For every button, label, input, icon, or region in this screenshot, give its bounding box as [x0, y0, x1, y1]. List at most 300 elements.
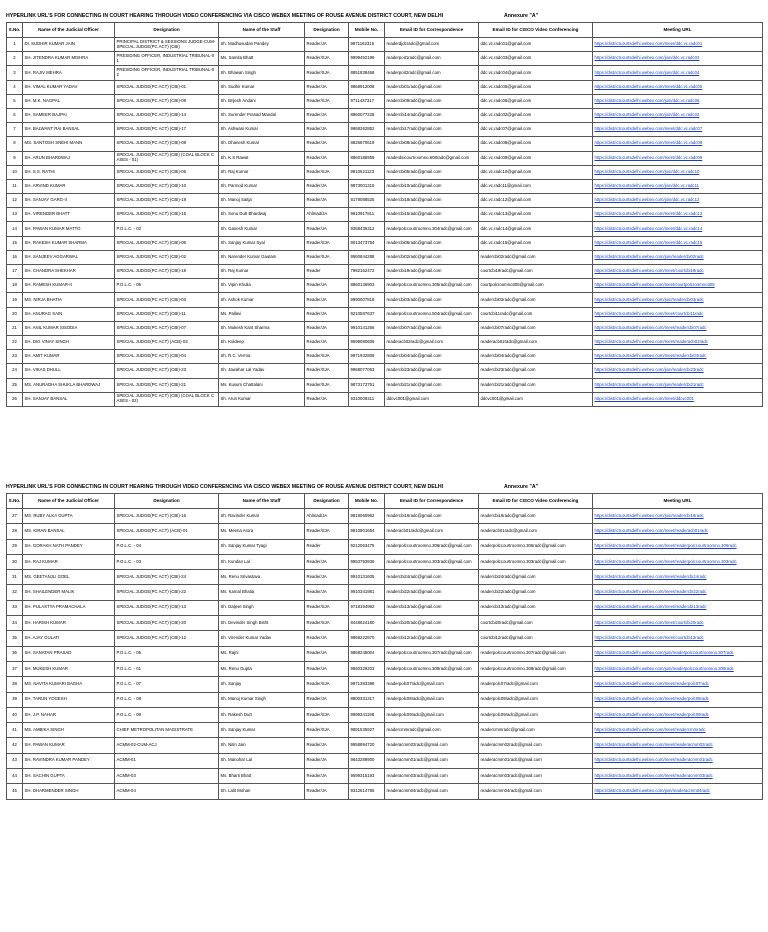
vc-email-cell: readercbi03radc@gmail.com — [479, 293, 593, 307]
column-header-mobile-number: Mobile No. — [349, 23, 385, 38]
sheet-title: HYPERLINK URL'S FOR CONNECTING IN COURT HEARING THROUGH VIDEO CONFERENCING VIA CISCO WEBEX MEETING OF ROUSE AVENUE DISTRICT COURT, NEW DELHI — [6, 484, 444, 490]
vc-email-cell: ddc.vc.radc08@gmail.com — [479, 137, 593, 151]
mobile-number-cell: 9599315193 — [349, 769, 385, 784]
staff-designation-cell: Reader/SJA — [305, 364, 349, 378]
table-row — [7, 52, 763, 66]
staff-name-cell: Sh. Ravinder Kumar — [219, 509, 305, 524]
vc-email-cell: readeracb02radc@gmail.com — [479, 335, 593, 349]
mobile-number-cell: 9310009311 — [349, 392, 385, 406]
meeting-url-link[interactable]: https://districtcourtsdelhi.webex.com/meet/ddc.vc.radc07 — [593, 123, 763, 137]
staff-designation-cell: Reader/SJA — [305, 378, 349, 392]
staff-name-cell: Sh. R.C. Verma — [219, 350, 305, 364]
table-row — [7, 137, 763, 151]
serial-number-cell: 10 — [7, 165, 23, 179]
officer-designation-cell: SPECIAL JUDGE(PC ACT) (CBI)-21 — [115, 378, 219, 392]
mobile-number-cell: 9910131605 — [349, 570, 385, 585]
correspondence-email-cell: readercbi15radc@gmail.com — [385, 208, 479, 222]
mobile-number-cell: 8826870619 — [349, 137, 385, 151]
judicial-officer-name-cell: SH. PAWAN KUMAR MATTO — [23, 222, 115, 236]
officer-designation-cell: SPECIAL JUDGE(PC ACT) (CBI)-15 — [115, 208, 219, 222]
meeting-url-link[interactable]: https://districtcourtsdelhi.webex.com/join/readeracmm04radc — [593, 784, 763, 799]
meeting-url-link[interactable]: https://districtcourtsdelhi.webex.com/meet/readeracb01radc — [593, 524, 763, 539]
mobile-number-cell: 9868222870 — [349, 631, 385, 646]
serial-number-cell: 9 — [7, 151, 23, 165]
serial-number-cell: 2 — [7, 52, 23, 66]
table-row — [7, 194, 763, 208]
mobile-number-cell: 9718194992 — [349, 600, 385, 615]
judicial-officer-name-cell: SH. AJAY GULATI — [23, 631, 115, 646]
vc-email-cell: ddc.vc.radc10@gmail.com — [479, 165, 593, 179]
meeting-url-link[interactable]: https://districtcourtsdelhi.webex.com/meet/readercmmradc — [593, 723, 763, 738]
table-row — [7, 646, 763, 661]
staff-designation-cell: Reader/JA — [305, 769, 349, 784]
judicial-officer-name-cell: SH. TARUN YOGESH — [23, 692, 115, 707]
staff-designation-cell: Reader/SJA — [305, 600, 349, 615]
correspondence-email-cell: readercbi24radc@gmail.com — [385, 570, 479, 585]
table-row — [7, 293, 763, 307]
meeting-url-link[interactable]: https://districtcourtsdelhi.webex.com/meet/readeracb02radc — [593, 335, 763, 349]
meeting-url-link[interactable]: https://districtcourtsdelhi.webex.com/meet/ddc.vc.radc14 — [593, 222, 763, 236]
meeting-url-link[interactable]: https://districtcourtsdelhi.webex.com/join/ddc.vc.radc12 — [593, 194, 763, 208]
staff-name-cell: Sh. Brijesh Andani — [219, 94, 305, 108]
serial-number-cell: 44 — [7, 769, 23, 784]
table-row — [7, 250, 763, 264]
mobile-number-cell: 9643289900 — [349, 753, 385, 768]
vc-email-cell: ddc.vc.radc12@gmail.com — [479, 194, 593, 208]
staff-name-cell: Sh. Sanjay — [219, 677, 305, 692]
table-row — [7, 165, 763, 179]
meeting-url-link[interactable]: https://districtcourtsdelhi.webex.com/join/readercbi23radc — [593, 364, 763, 378]
table-row — [7, 66, 763, 80]
officer-designation-cell: SPECIAL JUDGE(PC ACT) (CBI)-12 — [115, 631, 219, 646]
staff-name-cell: Sh. Nitin Jain — [219, 738, 305, 753]
correspondence-email-cell: readeracmm02radc@gmail.com — [385, 738, 479, 753]
serial-number-cell: 16 — [7, 250, 23, 264]
officer-designation-cell: SPECIAL JUDGE(PC ACT) (CBI)-24 — [115, 570, 219, 585]
table-row — [7, 585, 763, 600]
officer-designation-cell: SPECIAL JUDGE(PC ACT) (CBI)-08 — [115, 137, 219, 151]
judicial-officer-name-cell: MS. AMBIKA SINGH — [23, 723, 115, 738]
table-row — [7, 279, 763, 293]
meeting-url-link[interactable]: https://districtcourtsdelhi.webex.com/meet/readerpolccourtroomno.303radc — [593, 554, 763, 569]
officer-designation-cell: P.O.L.C. - 03 — [115, 554, 219, 569]
staff-designation-cell: Reader/SJA — [305, 616, 349, 631]
mobile-number-cell: 9711437317 — [349, 94, 385, 108]
judicial-officer-name-cell: SH. RAMESH KUMAR-II — [23, 279, 115, 293]
column-header-staff-name: Name of the Staff — [219, 494, 305, 509]
officer-designation-cell: SPECIAL JUDGE(PC ACT) (CBI)-18 — [115, 194, 219, 208]
staff-designation-cell: Reader/JA — [305, 151, 349, 165]
correspondence-email-cell: readercbi12radc@gmail.com — [385, 631, 479, 646]
table-row — [7, 94, 763, 108]
vc-links-table — [6, 493, 763, 800]
table-row — [7, 321, 763, 335]
officer-designation-cell: P.O.L.C. - 06 — [115, 279, 219, 293]
serial-number-cell: 45 — [7, 784, 23, 799]
correspondence-email-cell: readercbi18radc@gmail.com — [385, 194, 479, 208]
correspondence-email-cell: readercbi08radc@gmail.com — [385, 137, 479, 151]
correspondence-email-cell: readerpoit1radc@gmail.com — [385, 52, 479, 66]
judicial-officer-name-cell: SH. HARISH KUMAR — [23, 616, 115, 631]
officer-designation-cell: SPECIAL JUDGE(PC ACT) (CBI)-22 — [115, 585, 219, 600]
mobile-number-cell: 9868245004 — [349, 646, 385, 661]
vc-email-cell: readercbi07radc@gmail.com — [479, 321, 593, 335]
mobile-number-cell: 9873173751 — [349, 378, 385, 392]
serial-number-cell: 32 — [7, 585, 23, 600]
serial-number-cell: 26 — [7, 392, 23, 406]
vc-email-cell: readercbi02radc@gmail.com — [479, 250, 593, 264]
officer-designation-cell: SPECIAL JUDGE(PC ACT) (CBI)-09 — [115, 94, 219, 108]
vc-email-cell: ddc.vc.radc06@gmail.com — [479, 94, 593, 108]
table-row — [7, 661, 763, 676]
column-header-meeting-url: Meeting URL — [593, 23, 763, 38]
column-header-officer-designation: Designation — [115, 23, 219, 38]
officer-designation-cell: ACMM-03 — [115, 769, 219, 784]
meeting-url-link[interactable]: https://districtcourtsdelhi.webex.com/meet/ddc.vc.radc09 — [593, 151, 763, 165]
mobile-number-cell: 9990007818 — [349, 293, 385, 307]
staff-name-cell: Sh. Rakesh Dutt — [219, 707, 305, 722]
serial-number-cell: 28 — [7, 524, 23, 539]
correspondence-email-cell: readerpolccourtroomno.308radc@gmail.com — [385, 661, 479, 676]
staff-name-cell: Ms. Renu Gupta — [219, 661, 305, 676]
staff-name-cell: Sh. Sanjay Kumar Tyagi — [219, 539, 305, 554]
officer-designation-cell: SPECIAL JUDGE(PC ACT) (CBI)-05 — [115, 165, 219, 179]
meeting-url-link[interactable]: https://districtcourtsdelhi.webex.com/join/ddc.vc.radc10 — [593, 165, 763, 179]
correspondence-email-cell: readercbi13radc@gmail.com — [385, 600, 479, 615]
table-row — [7, 677, 763, 692]
meeting-url-link[interactable]: https://districtcourtsdelhi.webex.com/meet/readercbi24radc — [593, 570, 763, 585]
vc-email-cell: readerpolccourtroomno.307radc@gmail.com — [479, 646, 593, 661]
staff-name-cell: Sh. Madhusudan Pandey — [219, 38, 305, 52]
judicial-officer-name-cell: SH. RAKESH KUMAR SHARMA — [23, 236, 115, 250]
serial-number-cell: 30 — [7, 554, 23, 569]
meeting-url-link[interactable]: https://districtcourtsdelhi.webex.com/meet/readercbi04radc — [593, 350, 763, 364]
meeting-url-link[interactable]: https://districtcourtsdelhi.webex.com/join/readercbi02radc — [593, 250, 763, 264]
meeting-url-link[interactable]: https://districtcourtsdelhi.webex.com/meet/readeracmm02radc — [593, 738, 763, 753]
judicial-officer-name-cell: SH. PAWAN KUMAR — [23, 738, 115, 753]
vc-email-cell: readercbi21radc@gmail.com — [479, 378, 593, 392]
table-row — [7, 378, 763, 392]
meeting-url-link[interactable]: https://districtcourtsdelhi.webex.com/meet/readerpolc08radc — [593, 692, 763, 707]
sheet-page-1 — [6, 10, 762, 407]
table-row — [7, 392, 763, 406]
mobile-number-cell: 7982152472 — [349, 265, 385, 279]
meeting-url-link[interactable]: https://districtcourtsdelhi.webex.com/meet/ddc.vc.radc05 — [593, 80, 763, 94]
officer-designation-cell: CHIEF METROPOLITAN MAGISTRATE — [115, 723, 219, 738]
judicial-officer-name-cell: SH. JITENDRA KUMAR MISHRA — [23, 52, 115, 66]
correspondence-email-cell: readerpolccourtroomno.305radc@gmail.com — [385, 279, 479, 293]
correspondence-email-cell: readercbi03radc@gmail.com — [385, 293, 479, 307]
serial-number-cell: 12 — [7, 194, 23, 208]
officer-designation-cell: SPECIAL JUDGE(PC ACT) (CBI)-04 — [115, 350, 219, 364]
table-row — [7, 80, 763, 94]
officer-designation-cell: PRESIDING OFFICER, INDUSTRIAL TRIBUNAL-01 — [115, 52, 219, 66]
staff-designation-cell: Reader/JA — [305, 753, 349, 768]
vc-email-cell: readerpolc07radc@gmail.com — [479, 677, 593, 692]
staff-name-cell: Sh. Narender Kumar Gautam — [219, 250, 305, 264]
meeting-url-link[interactable]: https://districtcourtsdelhi.webex.com/meet/courtpolcroomno305 — [593, 279, 763, 293]
staff-name-cell: Ms. Kamal Bhatia — [219, 585, 305, 600]
meeting-url-link[interactable]: https://districtcourtsdelhi.webex.com/join/ddc.vc.radc06 — [593, 94, 763, 108]
serial-number-cell: 41 — [7, 723, 23, 738]
officer-designation-cell: SPECIAL JUDGE(PC ACT) (CBI)-17 — [115, 123, 219, 137]
staff-name-cell: Sh. K.S Rawat — [219, 151, 305, 165]
serial-number-cell: 25 — [7, 378, 23, 392]
table-row — [7, 769, 763, 784]
judicial-officer-name-cell: SH. CHANDRA SHEKHAR — [23, 265, 115, 279]
column-header-officer-designation: Designation — [115, 494, 219, 509]
vc-email-cell: ddc.vc.radc07@gmail.com — [479, 123, 593, 137]
meeting-url-link[interactable]: https://districtcourtsdelhi.webex.com/meet/courtcbi11radc — [593, 307, 763, 321]
correspondence-email-cell: readerpoit2radc@gmail.com — [385, 66, 479, 80]
staff-name-cell: Sh. Ganesh Kumar — [219, 222, 305, 236]
staff-designation-cell: Reader/JA — [305, 222, 349, 236]
meeting-url-link[interactable]: https://districtcourtsdelhi.webex.com/join/readerpolccourtroomno.308radc — [593, 661, 763, 676]
table-header-row — [7, 23, 763, 38]
officer-designation-cell: SPECIAL JUDGE(PC ACT) (CBI) (COAL BLOCK CASES - 02) — [115, 392, 219, 406]
officer-designation-cell: SPECIAL JUDGE(PC ACT) (CBI)-07 — [115, 321, 219, 335]
correspondence-email-cell: readeracb02radc@gmail.com — [385, 335, 479, 349]
correspondence-email-cell: readeracmm03radc@gmail.com — [385, 769, 479, 784]
meeting-url-link[interactable]: https://districtcourtsdelhi.webex.com/join/ddc.vc.radc02 — [593, 108, 763, 122]
correspondence-email-cell: readerpolccourtroomno.304radc@gmail.com — [385, 222, 479, 236]
serial-number-cell: 36 — [7, 646, 23, 661]
staff-designation-cell: Reader/JA — [305, 293, 349, 307]
meeting-url-link[interactable]: https://districtcourtsdelhi.webex.com/meet/readercbi13radc — [593, 600, 763, 615]
table-row — [7, 350, 763, 364]
judicial-officer-name-cell: MS. ANURADHA SHUKLA BHARDWAJ — [23, 378, 115, 392]
judicial-officer-name-cell: SH. PULASTYA PRAMACHALA — [23, 600, 115, 615]
staff-designation-cell: Reader/SJA — [305, 165, 349, 179]
officer-designation-cell: P.O.L.C. - 09 — [115, 707, 219, 722]
vc-email-cell: readeracb01radc@gmail.com — [479, 524, 593, 539]
officer-designation-cell: PRINCIPAL DISTRICT & SESSIONS JUDGE-CUM-SPECIAL JUDGE(PC ACT) (CBI) — [115, 38, 219, 52]
judicial-officer-name-cell: SH. MUKESH KUMAR — [23, 661, 115, 676]
mobile-number-cell: 9810521123 — [349, 165, 385, 179]
vc-email-cell: readeracmm01radc@gmail.com — [479, 753, 593, 768]
vc-email-cell: ddc.vc.radc11@gmail.com — [479, 179, 593, 193]
vc-email-cell: readercbi13radc@gmail.com — [479, 600, 593, 615]
correspondence-email-cell: readerpolc07radc@gmail.com — [385, 677, 479, 692]
judicial-officer-name-cell: SH. SHAILENDER MALIK — [23, 585, 115, 600]
correspondence-email-cell: readerpolccourtroomno.306radc@gmail.com — [385, 539, 479, 554]
vc-email-cell: readercbi04radc@gmail.com — [479, 350, 593, 364]
table-row — [7, 631, 763, 646]
vc-email-cell: readerpolc09radc@gmail.com — [479, 707, 593, 722]
mobile-number-cell: 9910341981 — [349, 585, 385, 600]
staff-designation-cell: Reader/JA — [305, 38, 349, 52]
mobile-number-cell: 9999452199 — [349, 52, 385, 66]
mobile-number-cell: 9968262852 — [349, 123, 385, 137]
mobile-number-cell: 9868912008 — [349, 80, 385, 94]
correspondence-email-cell: readercbi17radc@gmail.com — [385, 123, 479, 137]
officer-designation-cell: P.O.L.C. - 05 — [115, 646, 219, 661]
judicial-officer-name-cell: SH. SANATAN PRASAD — [23, 646, 115, 661]
meeting-url-link[interactable]: https://districtcourtsdelhi.webex.com/meet/ddc.vc.radc15 — [593, 236, 763, 250]
mobile-number-cell: 8860077228 — [349, 108, 385, 122]
judicial-officer-name-cell: MS. RUBY ALKA GUPTA — [23, 509, 115, 524]
table-row — [7, 265, 763, 279]
officer-designation-cell: ACMM-02-CUM-ACJ — [115, 738, 219, 753]
vc-email-cell: ddc.vc.radc02@gmail.com — [479, 108, 593, 122]
officer-designation-cell: P.O.L.C. - 02 — [115, 222, 219, 236]
serial-number-cell: 42 — [7, 738, 23, 753]
meeting-url-link[interactable]: https://districtcourtsdelhi.webex.com/join/readercbi16radc — [593, 509, 763, 524]
column-header-meeting-url: Meeting URL — [593, 494, 763, 509]
meeting-url-link[interactable]: https://districtcourtsdelhi.webex.com/meet/readerpolc07radc — [593, 677, 763, 692]
mobile-number-cell: 8851838466 — [349, 66, 385, 80]
judicial-officer-name-cell: SH. RAJIV MEHRA — [23, 66, 115, 80]
correspondence-email-cell: readerdsicourtroomno.608radc@gmail.com — [385, 151, 479, 165]
column-header-serial-number: S.No. — [7, 23, 23, 38]
vc-email-cell: ddc.vc.radc09@gmail.com — [479, 151, 593, 165]
staff-name-cell: Ms. Meena Arora — [219, 524, 305, 539]
serial-number-cell: 3 — [7, 66, 23, 80]
correspondence-email-cell: readeracb01radc@gmail.com — [385, 524, 479, 539]
judicial-officer-name-cell: SH. SAMEER BAJPAI — [23, 108, 115, 122]
correspondence-email-cell: readercbi19radc@gmail.com — [385, 265, 479, 279]
meeting-url-link[interactable]: https://districtcourtsdelhi.webex.com/meet/readeracmm01radc — [593, 753, 763, 768]
officer-designation-cell: SPECIAL JUDGE(PC ACT) (CBI)-02 — [115, 250, 219, 264]
meeting-url-link[interactable]: https://districtcourtsdelhi.webex.com/meet/ddc.vc.radc08 — [593, 137, 763, 151]
mobile-number-cell: 9268436312 — [349, 222, 385, 236]
staff-designation-cell: Reader/JA — [305, 585, 349, 600]
meeting-url-link[interactable]: https://districtcourtsdelhi.webex.com/meet/readerpolc09radc — [593, 707, 763, 722]
staff-designation-cell: Reader/JA — [305, 784, 349, 799]
vc-email-cell: courtpolcroomno305@gmail.com — [479, 279, 593, 293]
vc-email-cell: courtcbi12radc@gmail.com — [479, 631, 593, 646]
serial-number-cell: 13 — [7, 208, 23, 222]
staff-name-cell: Sh. Devinder Singh Bisht — [219, 616, 305, 631]
serial-number-cell: 21 — [7, 321, 23, 335]
mobile-number-cell: 9818060962 — [349, 509, 385, 524]
meeting-url-link[interactable]: https://districtcourtsdelhi.webex.com/join/readercbi03radc — [593, 293, 763, 307]
table-row — [7, 723, 763, 738]
mobile-number-cell: 9212063475 — [349, 539, 385, 554]
staff-name-cell: Sh. Vipin Khulia — [219, 279, 305, 293]
vc-email-cell: courtcbi20radc@gmail.com — [479, 616, 593, 631]
meeting-url-link[interactable]: https://districtcourtsdelhi.webex.com/meet/ddc.vc.radc13 — [593, 208, 763, 222]
correspondence-email-cell: readercbi10radc@gmail.com — [385, 179, 479, 193]
staff-designation-cell: Reader/JA — [305, 123, 349, 137]
correspondence-email-cell: readercbi14radc@gmail.com — [385, 108, 479, 122]
officer-designation-cell: ACMM-01 — [115, 753, 219, 768]
serial-number-cell: 7 — [7, 123, 23, 137]
staff-name-cell: Sh. Raj Kumar — [219, 165, 305, 179]
staff-designation-cell: Reader/JA — [305, 631, 349, 646]
meeting-url-link[interactable]: https://districtcourtsdelhi.webex.com/meet/ddc.vc.radc01 — [593, 38, 763, 52]
vc-email-cell: courtcbi19radc@gmail.com — [479, 265, 593, 279]
table-row — [7, 208, 763, 222]
meeting-url-link[interactable]: https://districtcourtsdelhi.webex.com/join/ddc.vc.radc11 — [593, 179, 763, 193]
staff-name-cell: Sh. Kundan Lal — [219, 554, 305, 569]
column-header-vc-email: Email ID for CISCO Video Conferencing — [479, 23, 593, 38]
staff-designation-cell: Reader/SJA — [305, 52, 349, 66]
serial-number-cell: 20 — [7, 307, 23, 321]
staff-designation-cell: Reader — [305, 265, 349, 279]
judicial-officer-name-cell: SH. VIKAS DHULL — [23, 364, 115, 378]
meeting-url-link[interactable]: https://districtcourtsdelhi.webex.com/meet/readeracmm03radc — [593, 769, 763, 784]
judicial-officer-name-cell: SH. ANIL KUMAR SISODIA — [23, 321, 115, 335]
officer-designation-cell: SPECIAL JUDGE(PC ACT) (CBI)-01 — [115, 80, 219, 94]
staff-name-cell: Ms. Samita Bhatt — [219, 52, 305, 66]
serial-number-cell: 43 — [7, 753, 23, 768]
staff-designation-cell: Reader/JA — [305, 554, 349, 569]
staff-designation-cell: Reader/SJA — [305, 250, 349, 264]
serial-number-cell: 6 — [7, 108, 23, 122]
serial-number-cell: 18 — [7, 279, 23, 293]
mobile-number-cell: 9013473754 — [349, 236, 385, 250]
staff-name-cell: Ms. Kusum Chattalani — [219, 378, 305, 392]
meeting-url-link[interactable]: https://districtcourtsdelhi.webex.com/meet/courtcbi20radc — [593, 616, 763, 631]
vc-email-cell: readerpolccourtroomno.308radc@gmail.com — [479, 661, 593, 676]
vc-email-cell: ddc.vc.radc04@gmail.com — [479, 66, 593, 80]
meeting-url-link[interactable]: https://districtcourtsdelhi.webex.com/join/readerpolccourtroomno.307radc — [593, 646, 763, 661]
staff-designation-cell: Ahlmad/JA — [305, 509, 349, 524]
correspondence-email-cell: readerpolccourtroomno.303radc@gmail.com — [385, 554, 479, 569]
officer-designation-cell: SPECIAL JUDGE(PC ACT) (CBI)-13 — [115, 600, 219, 615]
mobile-number-cell: 9810901654 — [349, 524, 385, 539]
column-header-vc-email: Email ID for CISCO Video Conferencing — [479, 494, 593, 509]
officer-designation-cell: P.O.L.C. - 08 — [115, 692, 219, 707]
staff-name-cell: Sh. Sudhir Kumar — [219, 80, 305, 94]
staff-designation-cell: Reader/SJA — [305, 66, 349, 80]
table-row — [7, 524, 763, 539]
staff-designation-cell: Ahlmad/JA — [305, 208, 349, 222]
judicial-officer-name-cell: Dr. SUDHIR KUMAR JAIN — [23, 38, 115, 52]
annexure-label: Annexure "A" — [504, 13, 539, 19]
correspondence-email-cell: readercbi01radc@gmail.com — [385, 80, 479, 94]
mobile-number-cell: 8860136903 — [349, 279, 385, 293]
officer-designation-cell: P.O.L.C. - 07 — [115, 677, 219, 692]
vc-links-table — [6, 22, 763, 407]
officer-designation-cell: SPECIAL JUDGE(PC ACT) (CBI)-06 — [115, 236, 219, 250]
officer-designation-cell: SPECIAL JUDGE(PC ACT) (CBI)-14 — [115, 108, 219, 122]
meeting-url-link[interactable]: https://districtcourtsdelhi.webex.com/meet/courtcbi19radc — [593, 265, 763, 279]
column-header-correspondence-email: Email ID for Correspondence — [385, 494, 479, 509]
meeting-url-link[interactable]: https://districtcourtsdelhi.webex.com/join/readercbi21radc — [593, 378, 763, 392]
officer-designation-cell: P.O.L.C. - 01 — [115, 661, 219, 676]
staff-name-cell: Sh. Kuldeep — [219, 335, 305, 349]
staff-name-cell: Sh. Manoj Kumar Singh — [219, 692, 305, 707]
serial-number-cell: 40 — [7, 707, 23, 722]
staff-name-cell: Ms. Pallavi — [219, 307, 305, 321]
column-header-judicial-officer-name: Name of the Judicial Officer — [23, 494, 115, 509]
staff-name-cell: Sh. Mukesh Kant Sharma — [219, 321, 305, 335]
column-header-staff-designation: Designation — [305, 23, 349, 38]
meeting-url-link[interactable]: https://districtcourtsdelhi.webex.com/meet/ddcvc001 — [593, 392, 763, 406]
meeting-url-link[interactable]: https://districtcourtsdelhi.webex.com/meet/readercbi22radc — [593, 585, 763, 600]
meeting-url-link[interactable]: https://districtcourtsdelhi.webex.com/meet/courtcbi12radc — [593, 631, 763, 646]
staff-name-cell: Sh. Jawahar Lal Yadav — [219, 364, 305, 378]
serial-number-cell: 37 — [7, 661, 23, 676]
column-header-judicial-officer-name: Name of the Judicial Officer — [23, 23, 115, 38]
meeting-url-link[interactable]: https://districtcourtsdelhi.webex.com/meet/readercbi07radc — [593, 321, 763, 335]
officer-designation-cell: SPECIAL JUDGE(PC ACT) (CBI)-23 — [115, 364, 219, 378]
meeting-url-link[interactable]: https://districtcourtsdelhi.webex.com/join/ddc.vc.radc04 — [593, 66, 763, 80]
meeting-url-link[interactable]: https://districtcourtsdelhi.webex.com/join/ddc.vc.radc03 — [593, 52, 763, 66]
judicial-officer-name-cell: MS. SANTOSH SNEHI MANN — [23, 137, 115, 151]
officer-designation-cell: SPECIAL JUDGE(PC ACT) (CBI)-20 — [115, 616, 219, 631]
correspondence-email-cell: readeracmm04radc@gmail.com — [385, 784, 479, 799]
serial-number-cell: 15 — [7, 236, 23, 250]
serial-number-cell: 39 — [7, 692, 23, 707]
staff-name-cell: Sh. Ashok Kumar — [219, 293, 305, 307]
meeting-url-link[interactable]: https://districtcourtsdelhi.webex.com/meet/readerpolccourtroomno.306radc — [593, 539, 763, 554]
sheet-page-2 — [6, 481, 762, 800]
staff-designation-cell: Reader/JA — [305, 80, 349, 94]
judicial-officer-name-cell: SH. J.P. NAHAR — [23, 707, 115, 722]
